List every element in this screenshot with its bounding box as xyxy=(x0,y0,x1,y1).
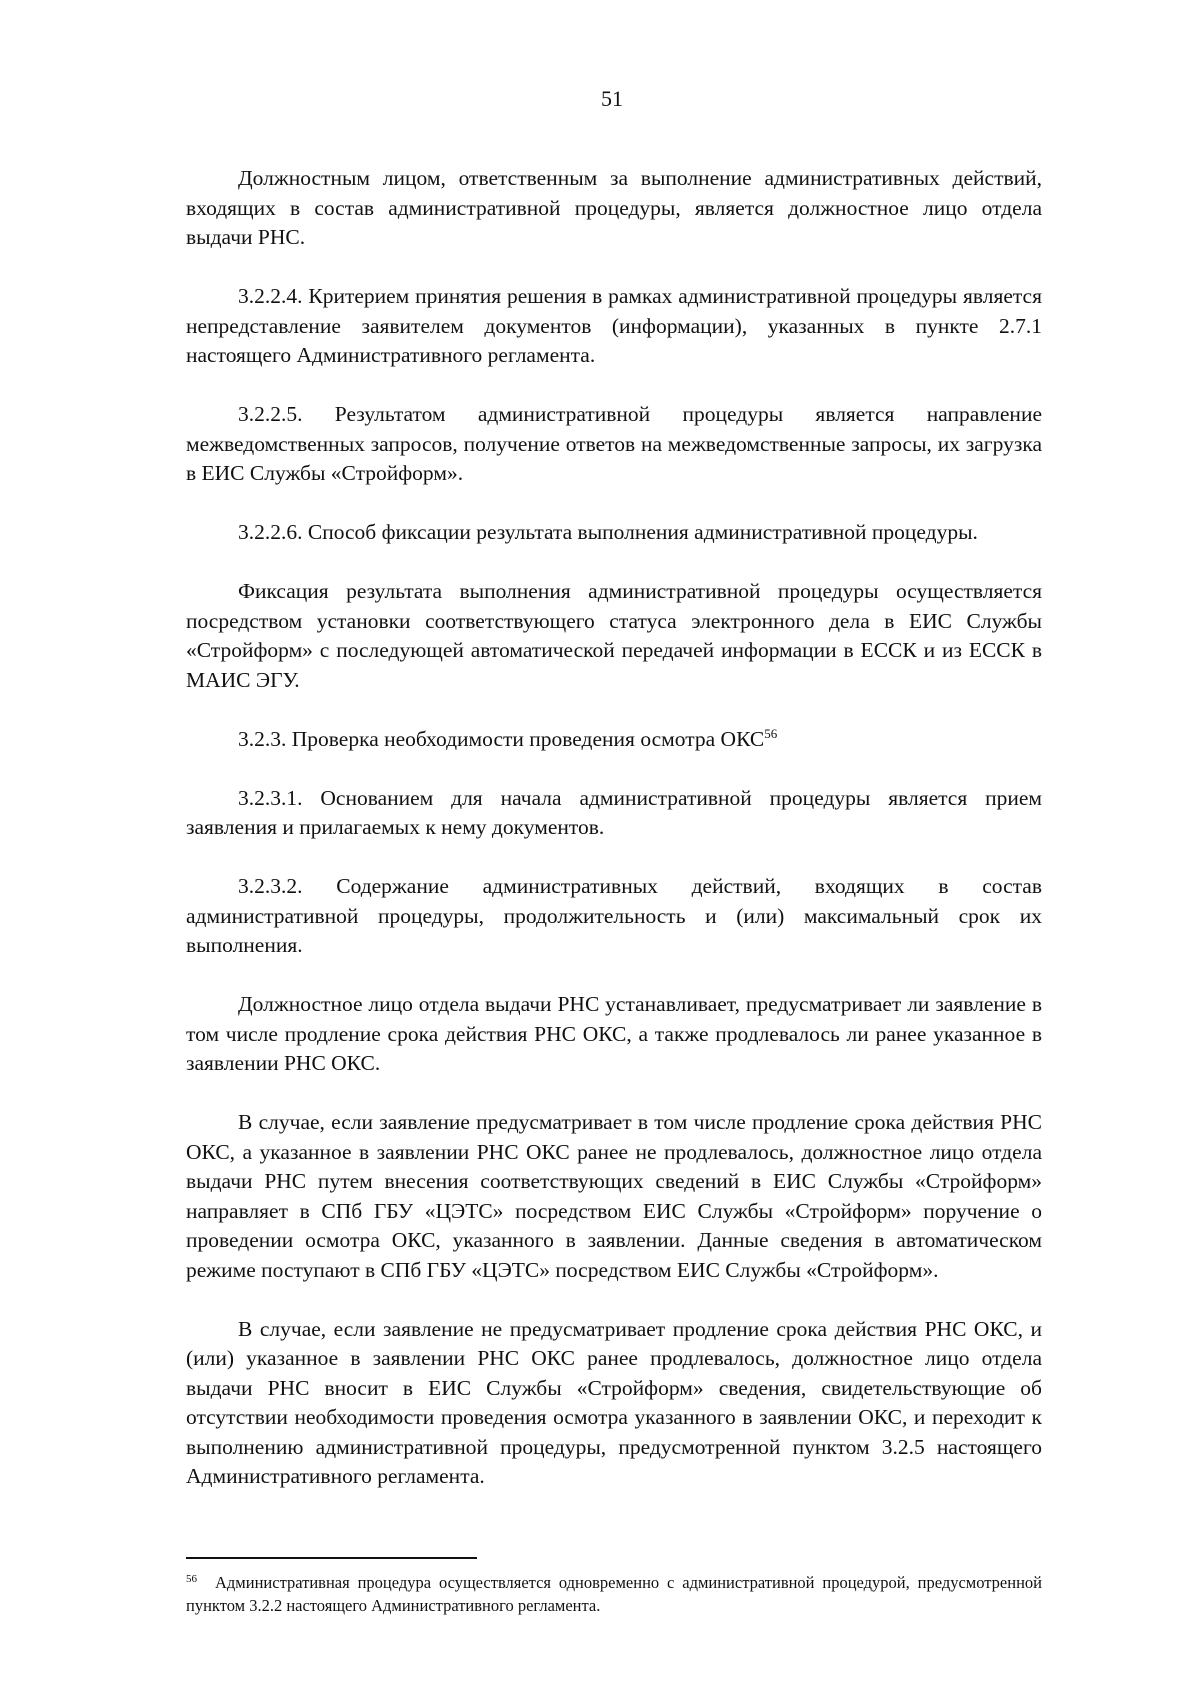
footnote-reference: 56 xyxy=(764,725,778,741)
paragraph-3-2-3-1: 3.2.3.1. Основанием для начала административной процедуры является прием заявления и прилагаемых к нему документов. xyxy=(186,785,1042,839)
page-number: 51 xyxy=(601,86,623,111)
paragraph-3-2-2-4: 3.2.2.4. Критерием принятия решения в рамках административной процедуры является непредставление заявителем документов (информации), указанных в пункте 2.7.1 настоящего Административного регламента. xyxy=(186,284,1042,367)
paragraph-establishes: Должностное лицо отдела выдачи РНС устанавливает, предусматривает ли заявление в том числе продление срока действия РНС ОКС, а также продлевалось ли ранее указанное в заявлении РНС ОКС. xyxy=(186,992,1042,1075)
paragraph-3-2-2-6: 3.2.2.6. Способ фиксации результата выполнения административной процедуры. xyxy=(238,520,978,544)
paragraph-fixation: Фиксация результата выполнения административной процедуры осуществляется посредством установки соответствующего статуса электронного дела в ЕИС Службы «Стройформ» с последующей автоматической передачей информации в ЕССК и из ЕССК в МАИС ЭГУ. xyxy=(186,579,1042,692)
paragraph-3-2-3-2: 3.2.3.2. Содержание административных действий, входящих в состав административной процедуры, продолжительность и (или) максимальный срок их выполнения. xyxy=(186,874,1042,957)
footnote xyxy=(186,1571,1042,1617)
document-body xyxy=(186,164,1042,1521)
section-heading-3-2-3 xyxy=(186,725,1042,755)
footnote-separator xyxy=(186,1557,477,1559)
section-heading-text: 3.2.3. Проверка необходимости проведения осмотра ОКС xyxy=(238,726,765,751)
footnote-marker: 56 xyxy=(186,1572,197,1585)
paragraph-3-2-2-5: 3.2.2.5. Результатом административной процедуры является направление межведомственных запросов, получение ответов на межведомственные запросы, их загрузка в ЕИС Службы «Стройформ». xyxy=(186,402,1042,485)
paragraph-responsible-person: Должностным лицом, ответственным за выполнение административных действий, входящих в состав административной процедуры, является должностное лицо отдела выдачи РНС. xyxy=(186,166,1042,249)
footnote-text: Административная процедура осуществляется одновременно с административной процедурой, предусмотренной пунктом 3.2.2 настоящего Административного регламента. xyxy=(186,1573,1042,1615)
paragraph-case-extension: В случае, если заявление предусматривает в том числе продление срока действия РНС ОКС, а указанное в заявлении РНС ОКС ранее не продлевалось, должностное лицо отдела выдачи РНС путем внесения соответствующих сведений в ЕИС Службы «Стройформ» направляет в СПб ГБУ «ЦЭТС» посредством ЕИС Службы «Стройформ» поручение о проведении осмотра ОКС, указанного в заявлении. Данные сведения в автоматическом режиме поступают в СПб ГБУ «ЦЭТС» посредством ЕИС Службы «Стройформ». xyxy=(186,1110,1042,1282)
paragraph-case-no-extension: В случае, если заявление не предусматривает продление срока действия РНС ОКС, и (или) указанное в заявлении РНС ОКС ранее продлевалось, должностное лицо отдела выдачи РНС вносит в ЕИС Службы «Стройформ» сведения, свидетельствующие об отсутствии необходимости проведения осмотра указанного в заявлении ОКС, и переходит к выполнению административной процедуры, предусмотренной пунктом 3.2.5 настоящего Административного регламента. xyxy=(186,1316,1042,1488)
